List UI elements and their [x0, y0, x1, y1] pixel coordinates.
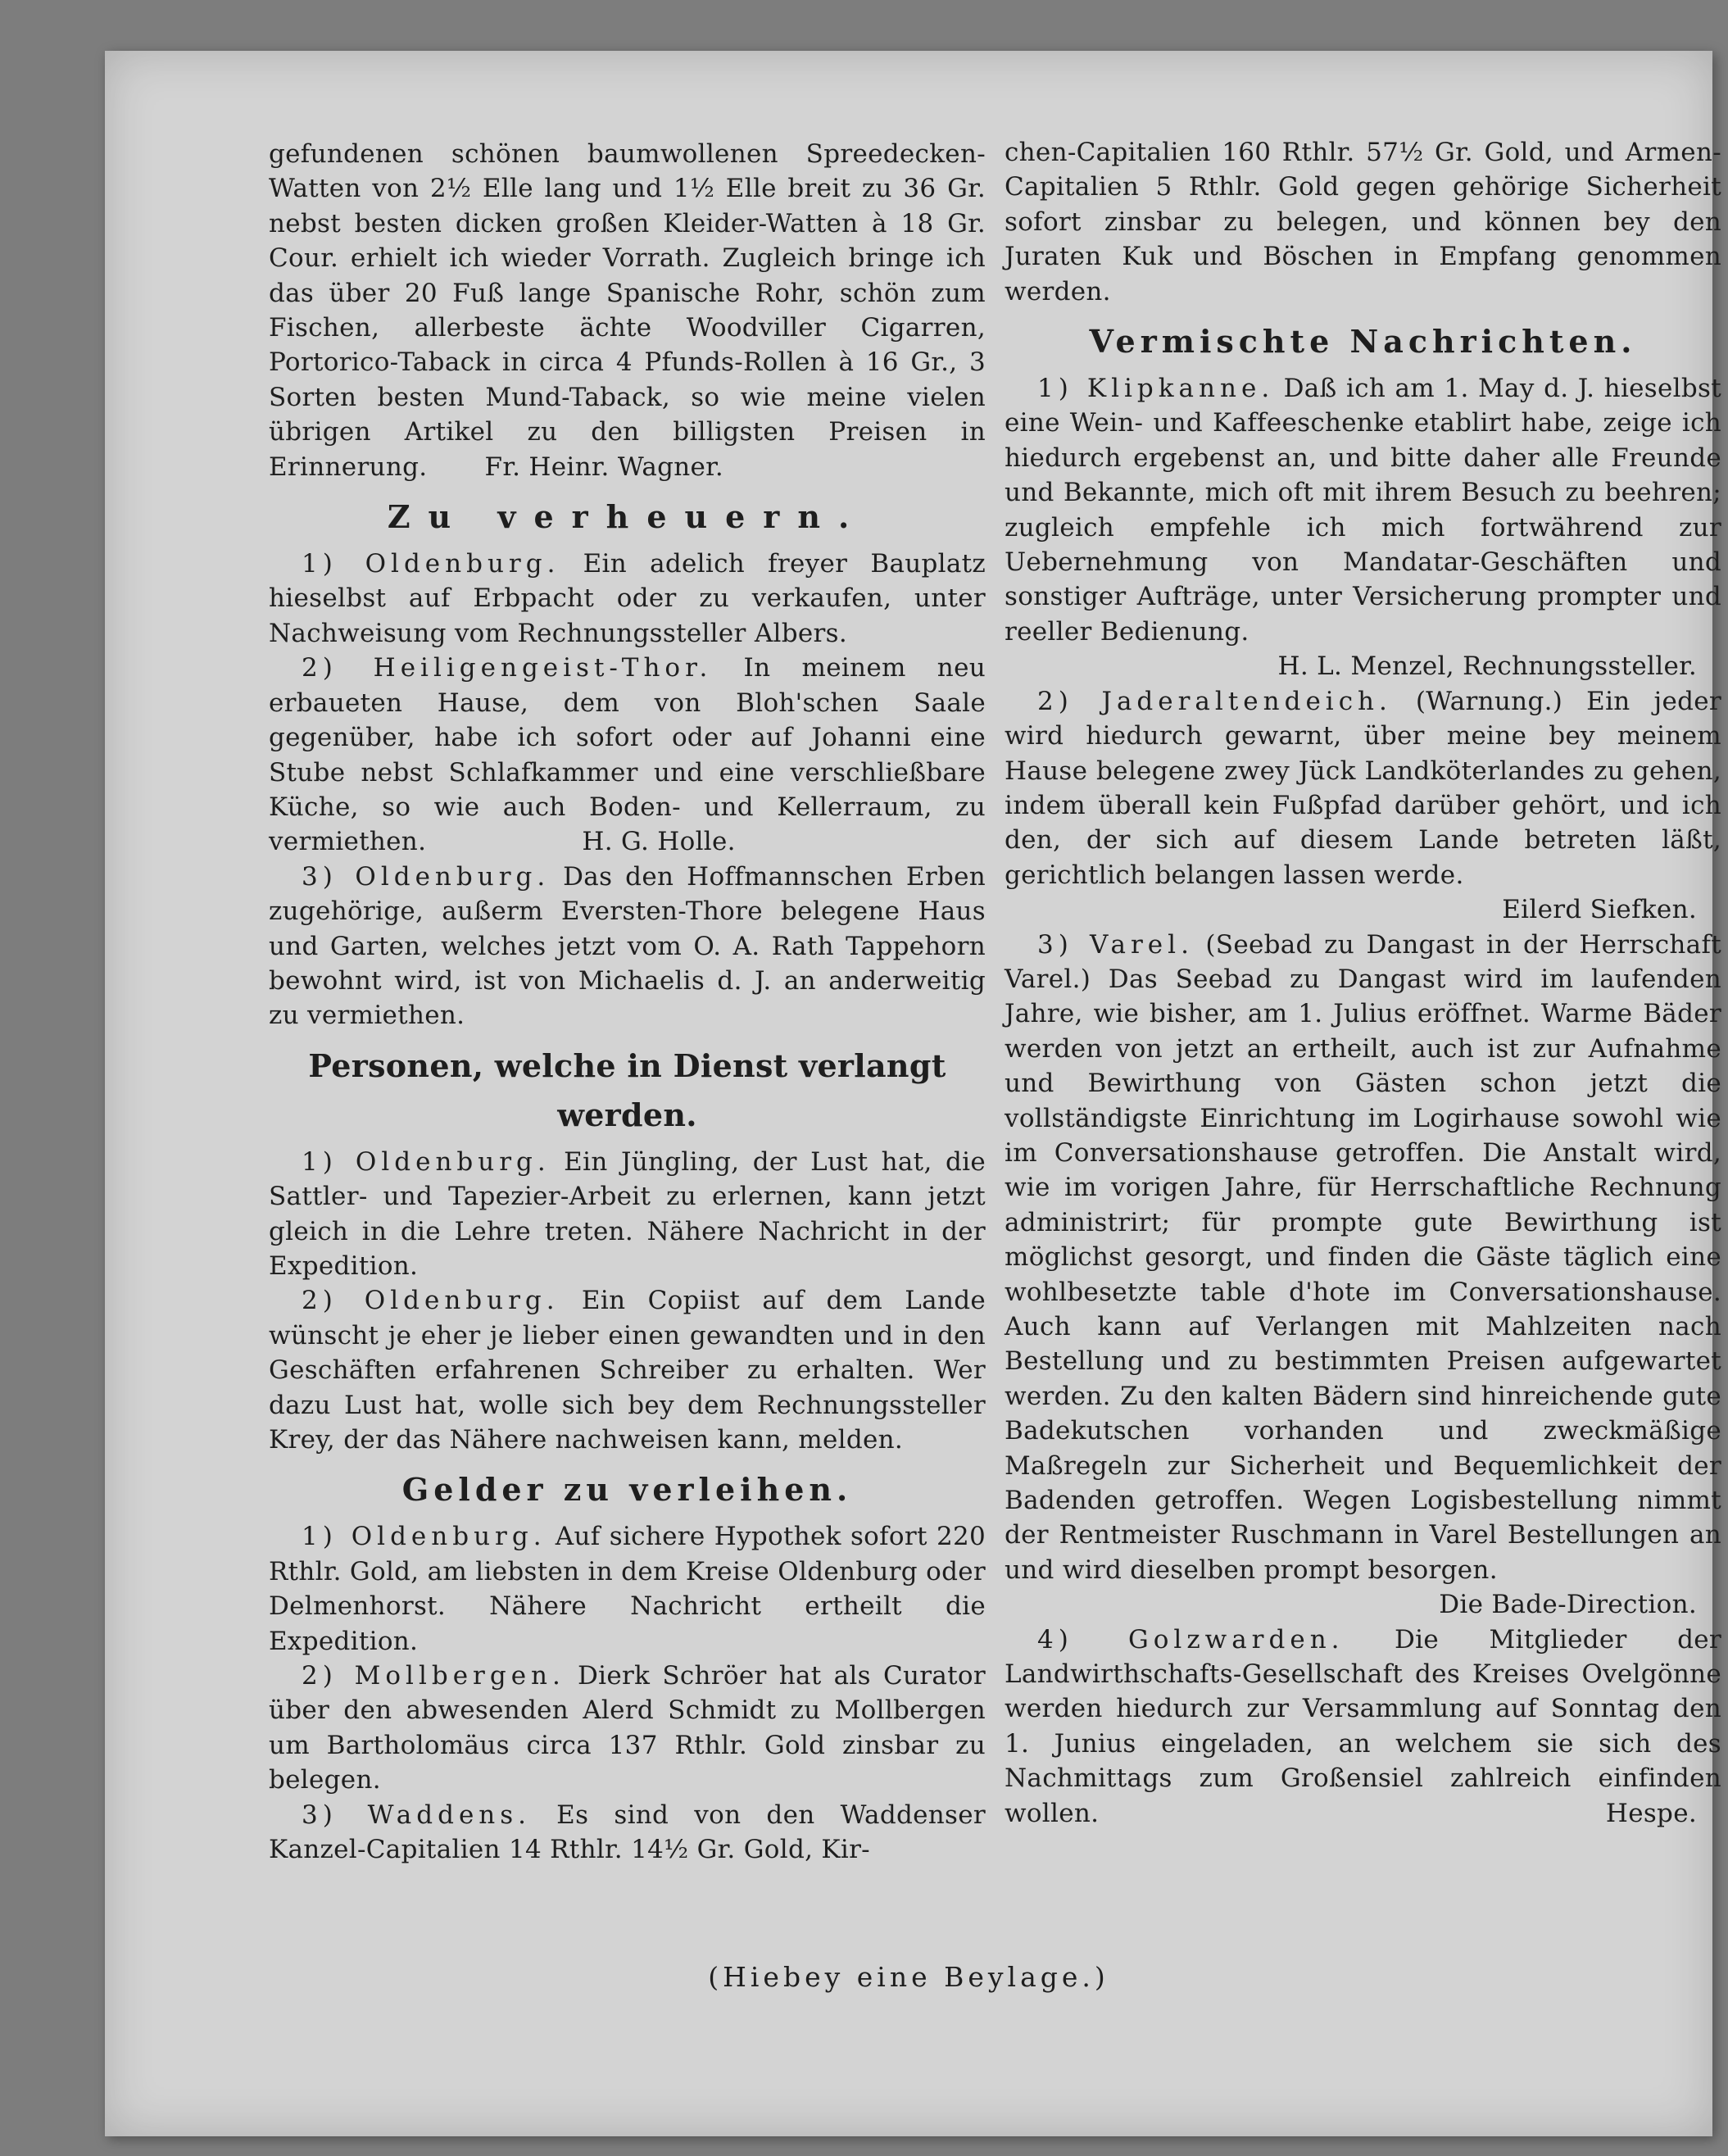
notice-gelder-3-continued: chen-Capitalien 160 Rthlr. 57½ Gr. Gold, und Armen-Capitalien 5 Rthlr. Gold gegen gehörige Sicherheit sofort zinsbar zu belegen, und können bey den Juraten Kuk und Böschen in Empfang genommen werden.	[1005, 138, 1721, 306]
location-label: 1) Oldenburg.	[302, 1146, 551, 1177]
location-label: 3) Varel.	[1037, 929, 1194, 960]
notice-text: (Seebad zu Dangast in der Herrschaft Varel.) Das Seebad zu Dangast wird im laufenden Jahre, wie bisher, am 1. Julius eröffnet. Warme Bäder werden von jetzt an ertheilt, auch ist zur Aufnahme und Bewirthung von Gästen schon jetzt die vollständigste Einrichtung im Logirhause sowohl wie im Conversationshause getroffen. Die Anstalt wird, wie im vorigen Jahre, für Herrschaftliche Rechnung administrirt; für prompte gute Bewirthung ist möglichst gesorgt, und finden die Gäste täglich eine wohlbesetzte table d'hote im Conversationshause. Auch kann auf Verlangen mit Mahlzeiten nach Bestellung und zu bestimmten Preisen aufgewartet werden. Zu den kalten Bädern sind hinreichende gute Badekutschen vorhanden und zweckmäßige Maßregeln zur Sicherheit und Bequemlichkeit der Badenden getroffen. Wegen Logisbestellung nimmt der Rentmeister Ruschmann in Varel Bestellungen an und wird dieselben prompt besorgen.	[1005, 929, 1721, 1585]
notice-signature: H. L. Menzel, Rechnungssteller.	[1277, 651, 1697, 682]
notice-text: Ein Copiist auf dem Lande wünscht je eher je lieber einen gewandten und in den Geschäften erfahrenen Schreiber zu erhalten. Wer dazu Lust hat, wolle sich bey dem Rechnungssteller Krey, der das Nähere nachweisen kann, melden.	[269, 1286, 986, 1455]
location-label: 2) Mollbergen.	[302, 1661, 565, 1691]
notice-verheuern-1	[269, 547, 986, 651]
notice-gelder-2	[269, 1659, 986, 1798]
notice-text: Ein adelich freyer Bauplatz hieselbst auf Erbpacht oder zu verkaufen, unter Nachweisung vom Rechnungssteller Albers.	[269, 549, 986, 648]
notice-text: Ein Jüngling, der Lust hat, die Sattler- und Tapezier-Arbeit zu erlernen, kann jetzt gleich in die Lehre treten. Nähere Nachricht in der Expedition.	[269, 1146, 986, 1281]
location-label: 1) Oldenburg.	[302, 1522, 547, 1552]
heading-personen: Personen, welche in Dienst verlangt werden.	[308, 1046, 946, 1133]
location-label: 4) Golzwarden.	[1037, 1624, 1345, 1654]
notice-signature: Die Bade-Direction.	[1439, 1590, 1697, 1620]
notice-text: Auf sichere Hypothek sofort 220 Rthlr. Gold, am liebsten in dem Kreise Oldenburg oder Delmenhorst. Nähere Nachricht ertheilt die Expedition.	[269, 1522, 986, 1656]
location-label: 1) Oldenburg.	[302, 549, 560, 579]
location-label: 1) Klipkanne.	[1037, 374, 1275, 404]
heading-verheuern: Zu verheuern.	[387, 498, 868, 536]
notice-text: (Warnung.) Ein jeder wird hiedurch gewarnt, über meine bey meinem Hause belegene zwey Jück Landköterlandes zu gehen, indem überall kein Fußpfad darüber gehört, und ich den, der sich auf diesem Lande betreten läßt, gerichtlich belangen lassen werde.	[1005, 686, 1722, 890]
notice-text: Dierk Schröer hat als Curator über den abwesenden Alerd Schmidt zu Mollbergen um Bartholomäus circa 137 Rthlr. Gold zinsbar zu belegen.	[269, 1661, 986, 1795]
location-label: 2) Jaderaltendeich.	[1037, 686, 1392, 716]
notice-vermischte-2	[1005, 684, 1721, 892]
supplement-note: (Hiebey eine Beylage.)	[708, 1961, 1109, 1993]
heading-vermischte: Vermischte Nachrichten.	[1089, 323, 1637, 361]
location-label: 2) Oldenburg.	[302, 1286, 560, 1316]
intro-signature: Fr. Heinr. Wagner.	[484, 452, 724, 482]
notice-text: Das den Hoffmannschen Erben zugehörige, außerm Eversten-Thore belegene Haus und Garten, welches jetzt vom O. A. Rath Tappehorn bewohnt wird, ist von Michaelis d. J. an anderweitig zu vermiethen.	[269, 861, 986, 1031]
notice-vermischte-1	[1005, 371, 1721, 649]
newspaper-page	[105, 51, 1722, 2136]
notice-verheuern-2	[269, 651, 986, 859]
notice-text: In meinem neu erbaueten Hause, dem von Bloh'schen Saale gegenüber, habe ich sofort oder auf Johanni eine Stube nebst Schlafkammer und eine verschließbare Küche, so wie auch Boden- und Kellerraum, zu vermiethen.	[269, 653, 986, 857]
notice-vermischte-3	[1005, 928, 1721, 1588]
notice-signature: Hespe.	[1605, 1798, 1697, 1828]
notice-text: Daß ich am 1. May d. J. hieselbst eine Wein- und Kaffeeschenke etablirt habe, zeige ich hiedurch ergebenst an, und bitte daher alle Freunde und Bekannte, mich oft mit ihrem Besuch zu beehren; zugleich empfehle ich mich fortwährend zur Uebernehmung von Mandatar-Geschäften und sonstiger Aufträge, unter Versicherung prompter und reeller Bedienung.	[1005, 374, 1721, 647]
notice-text: Es sind von den Waddenser Kanzel-Capitalien 14 Rthlr. 14½ Gr. Gold, Kir-	[269, 1800, 986, 1865]
notice-personen-2	[269, 1283, 986, 1457]
location-label: 2) Heiligengeist-Thor.	[302, 653, 713, 683]
location-label: 3) Waddens.	[302, 1800, 532, 1830]
intro-text: gefundenen schönen baumwollenen Spreedecken-Watten von 2½ Elle lang und 1½ Elle breit zu 36 Gr. nebst besten dicken großen Kleider-Watten à 18 Gr. Cour. erhielt ich wieder Vorrath. Zugleich bringe ich das über 20 Fuß lange Spanische Rohr, schön zum Fischen, allerbeste ächte Woodviller Cigarren, Portorico-Taback in circa 4 Pfunds-Rollen à 16 Gr., 3 Sorten besten Mund-Taback, so wie meine vielen übrigen Artikel zu den billigsten Preisen in Erinnerung.	[269, 139, 986, 482]
notice-verheuern-3	[269, 860, 986, 1033]
notice-signature: H. G. Holle.	[582, 827, 736, 857]
notice-vermischte-4	[1005, 1623, 1721, 1831]
heading-gelder: Gelder zu verleihen.	[401, 1471, 853, 1509]
left-column	[269, 137, 986, 1867]
right-column	[1005, 135, 1721, 1831]
location-label: 3) Oldenburg.	[302, 861, 551, 892]
notice-gelder-1	[269, 1519, 986, 1659]
notice-personen-1	[269, 1145, 986, 1284]
notice-gelder-3	[269, 1798, 986, 1868]
notice-text: Die Mitglieder der Landwirthschafts-Gesellschaft des Kreises Ovelgönne werden hiedurch zur Versammlung auf Sonntag den 1. Junius eingeladen, an welchem sie sich des Nachmittags zum Großensiel zahlreich einfinden wollen.	[1005, 1624, 1722, 1828]
intro-paragraph	[269, 137, 986, 484]
notice-signature: Eilerd Siefken.	[1502, 895, 1697, 925]
